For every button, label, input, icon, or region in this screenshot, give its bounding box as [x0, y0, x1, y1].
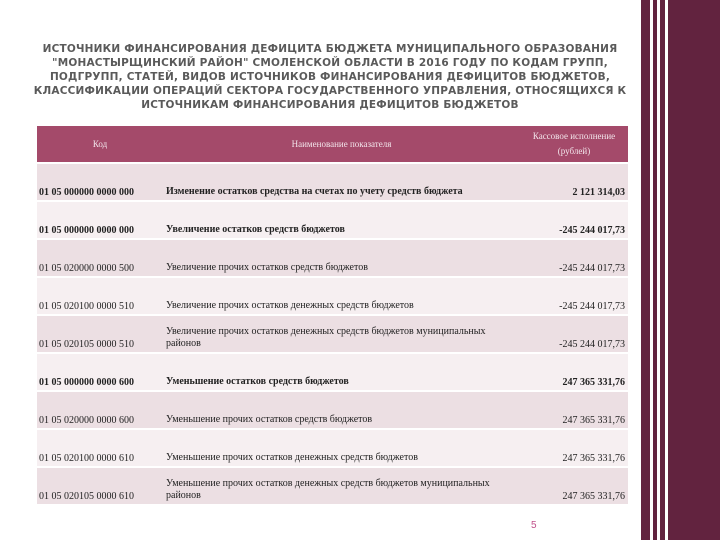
- decorative-stripe: [665, 0, 668, 540]
- table-row: [37, 353, 628, 391]
- cell-name: Увеличение прочих остатков денежных средств бюджетов муниципальных районов: [163, 315, 520, 353]
- header-name: Наименование показателя: [163, 126, 520, 163]
- table-row: [37, 391, 628, 429]
- cell-value: -245 244 017,73: [520, 201, 628, 239]
- title-line: ИСТОЧНИКАМ ФИНАНСИРОВАНИЯ ДЕФИЦИТОВ БЮДЖЕТОВ: [141, 99, 519, 111]
- cell-code: 01 05 020105 0000 610: [37, 467, 163, 505]
- title-line: ПОДГРУПП, СТАТЕЙ, ВИДОВ ИСТОЧНИКОВ ФИНАНСИРОВАНИЯ ДЕФИЦИТОВ БЮДЖЕТОВ,: [49, 71, 611, 83]
- page-title: [30, 42, 630, 112]
- cell-value: -245 244 017,73: [520, 315, 628, 353]
- sources-table: [37, 126, 628, 506]
- cell-code: 01 05 000000 0000 000: [37, 163, 163, 201]
- cell-value: 2 121 314,03: [520, 163, 628, 201]
- table-header-row: [37, 126, 628, 163]
- table-row: [37, 277, 628, 315]
- cell-value: 247 365 331,76: [520, 391, 628, 429]
- title-line: ИСТОЧНИКИ ФИНАНСИРОВАНИЯ ДЕФИЦИТА БЮДЖЕТА МУНИЦИПАЛЬНОГО ОБРАЗОВАНИЯ: [42, 43, 618, 55]
- table-row: [37, 315, 628, 353]
- title-line: КЛАССИФИКАЦИИ ОПЕРАЦИЙ СЕКТОРА ГОСУДАРСТВЕННОГО УПРАВЛЕНИЯ, ОТНОСЯЩИХСЯ К: [33, 85, 627, 97]
- header-value-line1: Кассовое исполнение: [532, 131, 616, 141]
- cell-name: Уменьшение прочих остатков денежных средств бюджетов: [163, 429, 520, 467]
- page-number: 5: [531, 520, 537, 531]
- decorative-stripe: [650, 0, 653, 540]
- table-row: [37, 239, 628, 277]
- cell-value: 247 365 331,76: [520, 429, 628, 467]
- header-value: [520, 126, 628, 163]
- table-row: [37, 429, 628, 467]
- cell-name: Увеличение прочих остатков средств бюджетов: [163, 239, 520, 277]
- cell-value: 247 365 331,76: [520, 467, 628, 505]
- decorative-stripe: [657, 0, 660, 540]
- cell-name: Уменьшение прочих остатков средств бюджетов: [163, 391, 520, 429]
- table-row: [37, 467, 628, 505]
- cell-name: Уменьшение остатков средств бюджетов: [163, 353, 520, 391]
- cell-code: 01 05 000000 0000 000: [37, 201, 163, 239]
- header-code: Код: [37, 126, 163, 163]
- cell-name: Увеличение остатков средств бюджетов: [163, 201, 520, 239]
- cell-value: -245 244 017,73: [520, 277, 628, 315]
- table-row: [37, 201, 628, 239]
- cell-name: Уменьшение прочих остатков денежных средств бюджетов муниципальных районов: [163, 467, 520, 505]
- cell-code: 01 05 020105 0000 510: [37, 315, 163, 353]
- cell-code: 01 05 020100 0000 610: [37, 429, 163, 467]
- cell-code: 01 05 020000 0000 600: [37, 391, 163, 429]
- cell-name: Увеличение прочих остатков денежных средств бюджетов: [163, 277, 520, 315]
- table-row: [37, 163, 628, 201]
- cell-code: 01 05 000000 0000 600: [37, 353, 163, 391]
- cell-code: 01 05 020100 0000 510: [37, 277, 163, 315]
- cell-value: -245 244 017,73: [520, 239, 628, 277]
- title-line: "МОНАСТЫРЩИНСКИЙ РАЙОН" СМОЛЕНСКОЙ ОБЛАСТИ В 2016 ГОДУ ПО КОДАМ ГРУПП,: [52, 57, 608, 69]
- header-value-line2: (рублей): [557, 146, 591, 156]
- cell-name: Изменение остатков средства на счетах по учету средств бюджета: [163, 163, 520, 201]
- cell-code: 01 05 020000 0000 500: [37, 239, 163, 277]
- cell-value: 247 365 331,76: [520, 353, 628, 391]
